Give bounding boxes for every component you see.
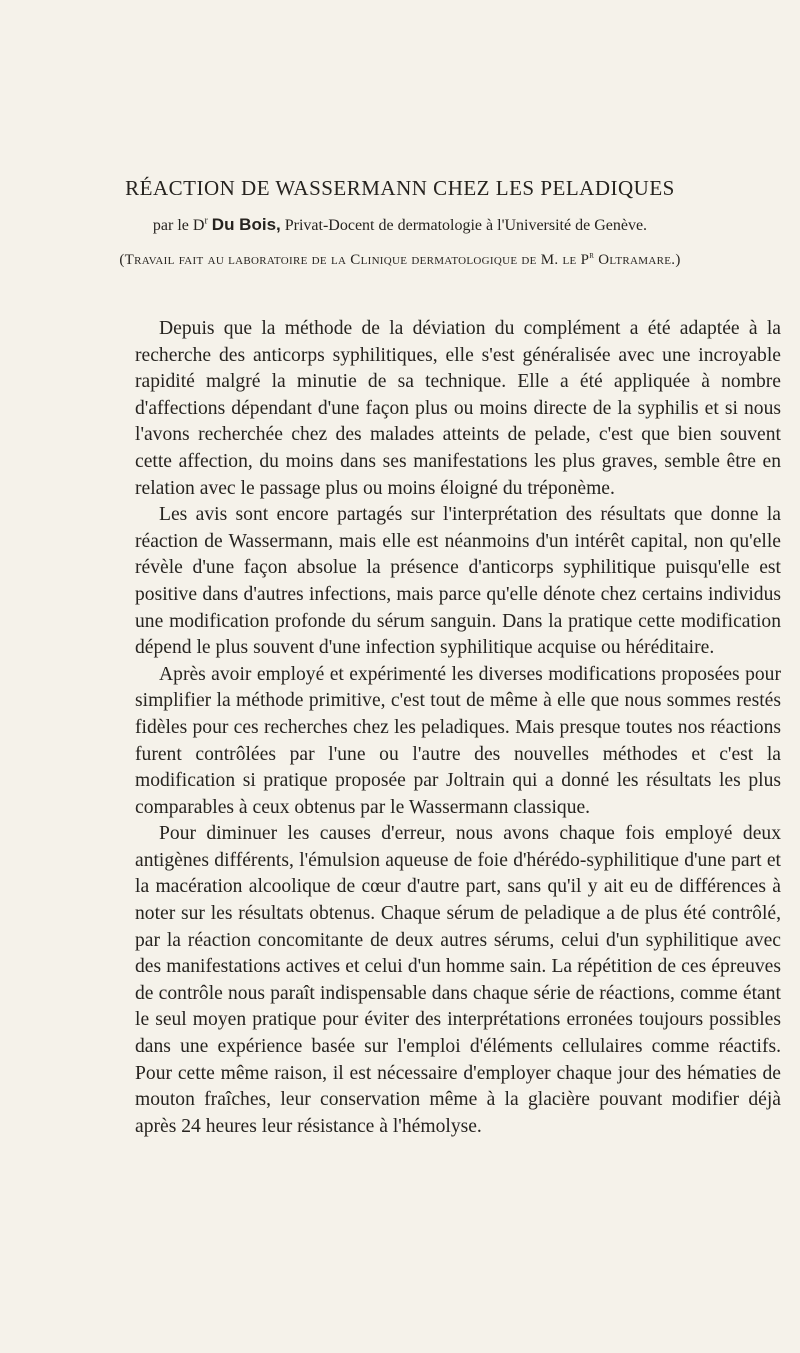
author-name: Du Bois, bbox=[211, 215, 281, 234]
author-byline bbox=[0, 215, 800, 235]
laboratory-note bbox=[0, 250, 800, 269]
article-title: RÉACTION DE WASSERMANN CHEZ LES PELADIQUES bbox=[125, 176, 675, 200]
lab-suffix: Oltramare.) bbox=[594, 252, 681, 268]
paragraph: Pour diminuer les causes d'erreur, nous avons chaque fois employé deux antigènes différents, l'émulsion aqueuse de foie d'hérédo-syphilitique d'une part et la macération alcoolique de cœur d'autre part, sans qu'il y ait eu de différences à noter sur les résultats obtenus. Chaque sérum de peladique a de plus été contrôlé, par la réaction concomitante de deux autres sérums, celui d'un syphilitique avec des manifestations actives et celui d'un homme sain. La répétition de ces épreuves de contrôle nous paraît indispensable dans chaque série de réactions, comme étant le seul moyen pratique pour éviter des interprétations erronées toujours possibles dans une expérience basée sur l'emploi d'éléments cellulaires comme réactifs. Pour cette même raison, il est nécessaire d'employer chaque jour des hématies de mouton fraîches, leur conservation même à la glacière pouvant modifier déjà après 24 heures leur résistance à l'hémolyse. bbox=[135, 823, 781, 1137]
byline-prefix-sup: r bbox=[204, 215, 208, 227]
lab-prefix: (Travail fait au laboratoire de la Clinique dermatologique de M. le P bbox=[119, 252, 590, 268]
paragraph: Les avis sont encore partagés sur l'interprétation des résultats que donne la réaction de Wassermann, mais elle est néanmoins d'un intérêt capital, non qu'elle révèle d'une façon absolue la présence d'anticorps syphilitique puisqu'elle est positive dans d'autres infections, mais parce qu'elle dénote chez certains individus une modification profonde du sérum sanguin. Dans la pratique cette modification dépend le plus souvent d'une infection syphilitique acquise ou héréditaire. bbox=[135, 504, 781, 659]
byline-prefix: par le D bbox=[152, 217, 205, 234]
lab-sup: r bbox=[589, 250, 595, 261]
paragraph: Après avoir employé et expérimenté les diverses modifications proposées pour simplifier la méthode primitive, c'est tout de même à elle que nous sommes restés fidèles pour ces recherches chez les peladiques. Mais presque toutes nos réactions furent contrôlées par l'une ou l'autre des nouvelles méthodes et c'est la modification si pratique proposée par Joltrain qui a donné les résultats les plus comparables à ceux obtenus par le Wassermann classique. bbox=[135, 663, 781, 818]
author-affiliation: Privat-Docent de dermatologie à l'Université de Genève. bbox=[280, 217, 648, 234]
article-body bbox=[135, 316, 781, 1140]
paragraph: Depuis que la méthode de la déviation du complément a été adaptée à la recherche des anticorps syphilitiques, elle s'est généralisée avec une incroyable rapidité malgré la minutie de sa technique. Elle a été appliquée à nombre d'affections dépendant d'une façon plus ou moins directe de la syphilis et si nous l'avons recherchée chez des malades atteints de pelade, c'est que bien souvent cette affection, du moins dans ses manifestations les plus graves, semble être en relation avec le passage plus ou moins éloigné du tréponème. bbox=[135, 318, 781, 499]
